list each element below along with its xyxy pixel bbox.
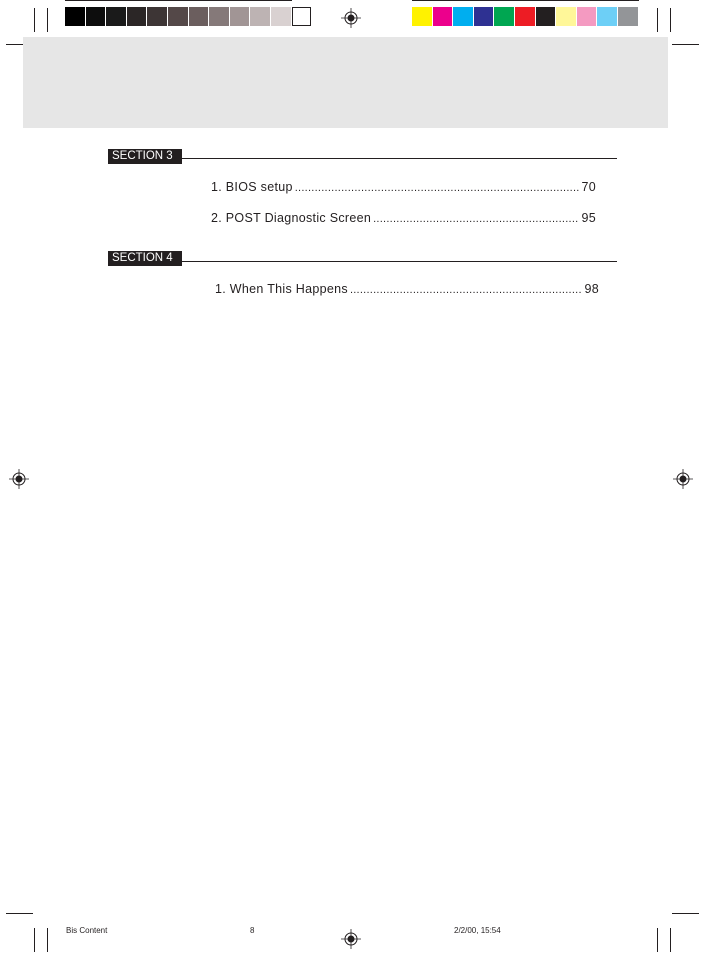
color-bar-swatch bbox=[494, 7, 514, 26]
footer-page-number: 8 bbox=[250, 926, 255, 935]
gray-bar-swatch bbox=[86, 7, 106, 26]
gray-bar-swatch bbox=[250, 7, 270, 26]
crop-mark-bottom-left-v1 bbox=[34, 928, 35, 952]
color-bar-swatch bbox=[474, 7, 494, 26]
color-bar-swatch bbox=[515, 7, 535, 26]
toc-entry-title: 1. When This Happens bbox=[215, 282, 348, 296]
color-bar-swatch bbox=[433, 7, 453, 26]
registration-mark-bottom bbox=[341, 929, 361, 949]
gray-bar-swatch bbox=[147, 7, 167, 26]
gray-calibration-bar bbox=[65, 0, 292, 27]
toc-entry-page: 98 bbox=[584, 282, 599, 296]
toc-entry-title: 1. BIOS setup bbox=[211, 180, 293, 194]
crop-mark-top-right-v1 bbox=[657, 8, 658, 32]
crop-mark-bottom-right-v2 bbox=[670, 928, 671, 952]
crop-mark-top-right-h bbox=[672, 44, 699, 45]
registration-mark-top bbox=[341, 8, 361, 28]
gray-bar-swatch bbox=[230, 7, 250, 26]
registration-mark-left bbox=[9, 469, 29, 489]
header-band bbox=[23, 37, 668, 128]
color-bar-swatch bbox=[577, 7, 597, 26]
section-3-rule bbox=[182, 158, 617, 159]
gray-bar-swatch bbox=[209, 7, 229, 26]
gray-bar-swatch bbox=[106, 7, 126, 26]
color-bar-swatch bbox=[536, 7, 556, 26]
color-bar-swatch bbox=[412, 7, 432, 26]
toc-entry[interactable] bbox=[215, 282, 599, 296]
color-bar-swatch bbox=[556, 7, 576, 26]
toc-entry-page: 95 bbox=[581, 211, 596, 225]
gray-bar-swatch bbox=[65, 7, 85, 26]
crop-mark-bottom-right-h bbox=[672, 913, 699, 914]
footer-datetime: 2/2/00, 15:54 bbox=[454, 926, 501, 935]
gray-bar-swatch bbox=[127, 7, 147, 26]
section-4-label: SECTION 4 bbox=[108, 251, 182, 266]
section-4-rule bbox=[182, 261, 617, 262]
toc-leader-dots bbox=[373, 211, 579, 225]
crop-mark-bottom-left-v2 bbox=[47, 928, 48, 952]
section-3-label: SECTION 3 bbox=[108, 149, 182, 164]
gray-bar-swatch bbox=[271, 7, 291, 26]
color-bar-swatch bbox=[453, 7, 473, 26]
toc-entry-title: 2. POST Diagnostic Screen bbox=[211, 211, 372, 225]
toc-entry[interactable] bbox=[211, 211, 596, 225]
crop-mark-top-right-v2 bbox=[670, 8, 671, 32]
gray-bar-swatch bbox=[189, 7, 209, 26]
toc-leader-dots bbox=[350, 282, 583, 296]
color-bar-swatch bbox=[597, 7, 617, 26]
gray-bar-swatch bbox=[168, 7, 188, 26]
toc-entry[interactable] bbox=[211, 180, 596, 194]
crop-mark-top-left-v1 bbox=[34, 8, 35, 32]
toc-entry-page: 70 bbox=[581, 180, 596, 194]
crop-mark-bottom-right-v1 bbox=[657, 928, 658, 952]
color-bar-swatch bbox=[618, 7, 638, 26]
toc-leader-dots bbox=[295, 180, 580, 194]
gray-bar-swatch bbox=[292, 7, 312, 26]
crop-mark-bottom-left-h bbox=[6, 913, 33, 914]
footer-filename: Bis Content bbox=[66, 926, 108, 935]
crop-mark-top-left-v2 bbox=[47, 8, 48, 32]
registration-mark-right bbox=[673, 469, 693, 489]
color-calibration-bar bbox=[412, 0, 639, 27]
